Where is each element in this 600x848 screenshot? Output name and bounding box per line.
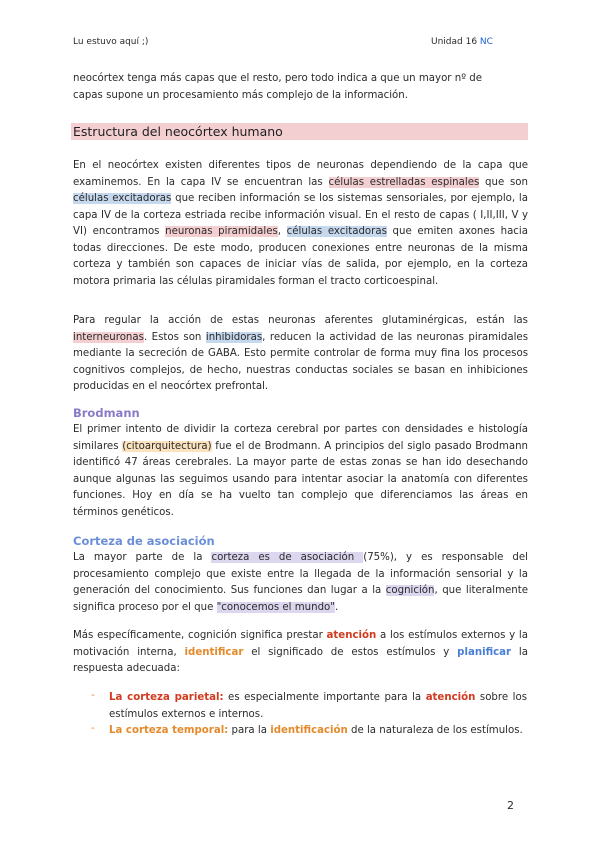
header-unit-accent: NC [479,37,493,47]
bullet-parietal [109,690,527,723]
text-run: que emiten axones hacia todas direcciones. De este modo, producen conexiones entre neuronas de la misma corteza y también son capaces de iniciar vías de salida, por ejemplo, en la corteza motora primaria las células piramidales forman el tracto corticoespinal. [73,226,528,287]
text-run: , [277,226,287,237]
text-run: sobre los estímulos externos e internos. [109,692,528,720]
page-number: 2 [507,799,514,812]
text-run: . [334,601,339,613]
intro-line-2: capas supone un procesamiento más complejo de la información. [73,89,408,101]
bullet-dash-1: - [91,690,95,701]
text-run: El primer intento de dividir la corteza cerebral por partes con densidades e histología similares [73,424,528,452]
header-unit [431,37,493,47]
text-run: La mayor parte de la [73,552,212,563]
text-run: (75%), y es responsable del procesamiento complejo que existe entre la llegada de la información sensorial y la generación del conocimiento. Sus funciones dan lugar a la [73,552,529,596]
keyword-atencion-2: atención [425,692,476,703]
bullet-dash-2: - [91,723,95,734]
highlight-conocemos: "conocemos el mundo" [216,601,335,613]
section-title: Estructura del neocórtex humano [71,123,528,140]
text-run: el significado de estos estímulos y [243,646,458,658]
text-run: . Estos son [143,331,206,343]
text-run: , que literalmente significa proceso por el que [73,585,528,613]
keyword-identificacion: identificación [270,725,348,736]
keyword-identificar: identificar [184,646,244,658]
highlight-asociacion: corteza es de asociación [211,552,364,563]
text-run: En el neocórtex existen diferentes tipos de neuronas dependiendo de la capa que examinemos. En la capa IV se encuentran las [73,160,528,188]
highlight-excitadoras-2: células excitadoras [286,226,387,237]
text-run: la respuesta adecuada: [73,646,528,674]
highlight-inhibidoras: inhibidoras [205,331,263,343]
highlight-cognicion: cognición [385,585,435,596]
header-unit-label: Unidad 16 [431,37,480,47]
text-run: a los estímulos externos y la motivación interna, [73,630,529,658]
bullet-temporal [109,723,527,740]
text-run: es especialmente importante para la [223,692,426,703]
text-run: de la naturaleza de los estímulos. [347,725,523,736]
text-run: que reciben información se los sistemas sensoriales, por ejemplo, la capa IV de la corteza estriada recibe información visual. En el resto de capas ( I,II,III, V y VI) encontramos [73,193,528,237]
brodmann-heading: Brodmann [73,406,140,420]
text-run: que son [479,176,528,188]
text-run: , reducen la actividad de las neuronas piramidales mediante la secreción de GABA. Esto permite controlar de forma muy fina los procesos cognitivos complejos, de hecho, nuestras conductas sociales se basan en inhibiciones producidas en el neocórtex prefrontal. [73,331,528,392]
highlight-piramidales: neuronas piramidales [165,226,278,237]
header-note: Lu estuvo aquí ;) [73,37,149,47]
paragraph-neuron-types [73,158,528,290]
highlight-citoarquitectura: (citoarquitectura) [122,440,212,452]
paragraph-brodmann [73,422,528,521]
highlight-excitadoras-1: células excitadoras [73,193,172,204]
intro-line-1: neocórtex tenga más capas que el resto, pero todo indica a que un mayor nº de [73,73,482,84]
text-run: Más específicamente, cognición significa prestar [73,630,327,641]
paragraph-asociacion [73,550,528,616]
highlight-interneuronas: interneuronas [73,331,144,343]
paragraph-cognicion [73,628,528,678]
text-run: Para regular la acción de estas neuronas aferentes glutaminérgicas, están las [73,315,528,326]
keyword-atencion: atención [326,630,377,641]
paragraph-interneurons [73,313,528,396]
intro-paragraph [73,71,528,104]
keyword-planificar: planificar [457,646,512,658]
text-run: fue el de Brodmann. A principios del siglo pasado Brodmann identificó 47 áreas cerebrales. La mayor parte de estas zonas se han ido desechando aunque algunas las seguimos usando para intentar asociar la anatomía con diferentes funciones. Hoy en día se ha vuelto tan complejo que diferenciamos las áreas en términos genéticos. [73,440,528,518]
bullet-lead-parietal: La corteza parietal: [109,692,224,703]
bullet-lead-temporal: La corteza temporal: [109,725,229,736]
text-run: para la [228,725,271,736]
asociacion-heading: Corteza de asociación [73,534,215,548]
highlight-estrelladas: células estrelladas espinales [328,176,480,188]
